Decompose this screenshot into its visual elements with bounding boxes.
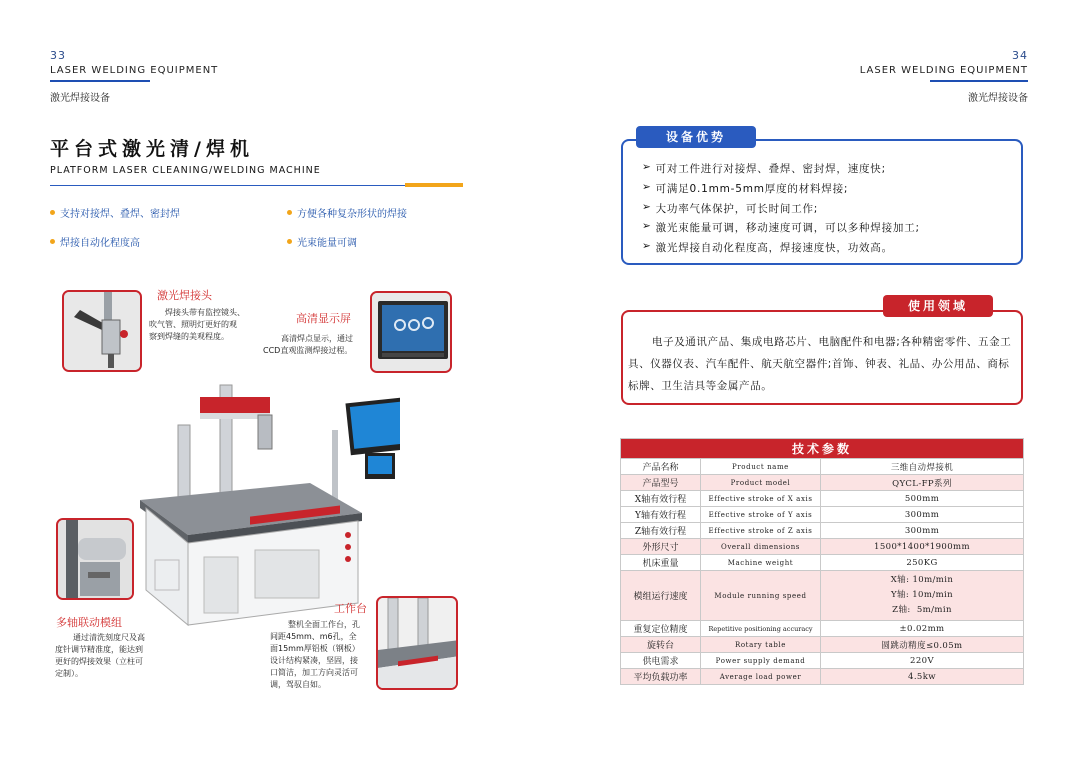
welding-head-image [64, 292, 142, 372]
callout-text-head: 焊接头带有监控镜头、 吹气管、照明灯更好的观 察到焊缝的美观程度。 [149, 308, 245, 341]
spec-table [620, 438, 1024, 685]
applications-tag: 使用领域 [883, 295, 993, 317]
table-row: 产品型号 Product model QYCL-FP系列 [621, 475, 1024, 491]
welding-head-photo [62, 290, 142, 372]
title-accent [405, 183, 463, 187]
feature-item: 光束能量可调 [287, 234, 357, 249]
header-cn-right: 激光焊接设备 [968, 93, 1028, 104]
callout-text-table: 整机全面工作台，孔 间距45mm、m6孔，全 面15mm厚铝板（钢板） 设计结构紧凑，坚固，接 口简洁，加工方向灵活可 调，驾驭自如。 [270, 620, 360, 689]
advantage-item: ➢ 大功率气体保护，可长时间工作; [642, 201, 819, 215]
table-row: 机床重量 Machine weight 250KG [621, 555, 1024, 571]
applications-text: 电子及通讯产品、集成电路芯片、电脑配件和电器;各种精密零件、五金工具、仪器仪表、汽车配件、航天航空器件;首饰、钟表、礼品、办公用品、商标标牌、卫生洁具等金属产品。 [628, 336, 1012, 392]
callout-title-table: 工作台 [334, 602, 367, 615]
product-title-cn: 平台式激光清/焊机 [50, 138, 254, 160]
callout-text-module: 通过清洗刻度尺及高 度针调节精准度，能达到 更好的焊接效果（立柱可 定制）。 [55, 633, 145, 678]
table-row: Y轴有效行程 Effective stroke of Y axis 300mm [621, 507, 1024, 523]
speed-values: X轴: 10m/min Y轴: 10m/min Z轴: 5m/min [821, 571, 1024, 621]
callout-title-module: 多轴联动模组 [56, 616, 122, 629]
bullet-dot-icon [50, 239, 55, 244]
spec-title: 技术参数 [621, 439, 1024, 459]
screen-photo [370, 291, 452, 373]
table-row: 外形尺寸 Overall dimensions 1500*1400*1900mm [621, 539, 1024, 555]
advantages-tag: 设备优势 [636, 126, 756, 148]
arrow-icon: ➢ [642, 161, 652, 173]
table-row: 旋转台 Rotary table 圆跳动精度≤0.05m [621, 637, 1024, 653]
table-row: X轴有效行程 Effective stroke of X axis 500mm [621, 491, 1024, 507]
advantage-item: ➢ 可对工件进行对接焊、叠焊、密封焊，速度快; [642, 161, 886, 175]
table-row: Z轴有效行程 Effective stroke of Z axis 300mm [621, 523, 1024, 539]
header-cn-left: 激光焊接设备 [50, 93, 110, 104]
header-en-left: LASER WELDING EQUIPMENT [50, 65, 219, 76]
bullet-dot-icon [287, 210, 292, 215]
workbench-image [378, 598, 458, 690]
feature-item: 方便各种复杂形状的焊接 [287, 205, 407, 220]
feature-item: 焊接自动化程度高 [50, 234, 140, 249]
page-number-left: 33 [50, 49, 66, 62]
page-number-right: 34 [1012, 49, 1028, 62]
feature-item: 支持对接焊、叠焊、密封焊 [50, 205, 180, 220]
advantage-item: ➢ 可满足0.1mm-5mm厚度的材料焊接; [642, 181, 849, 195]
header-line-right [930, 80, 1028, 82]
arrow-icon: ➢ [642, 201, 652, 213]
bullet-dot-icon [287, 239, 292, 244]
module-photo [56, 518, 134, 600]
workbench-photo [376, 596, 458, 690]
advantage-item: ➢ 激光束能量可调，移动速度可调，可以多种焊接加工; [642, 220, 920, 234]
header-en-right: LASER WELDING EQUIPMENT [859, 65, 1028, 76]
monitor-image [372, 293, 452, 373]
table-row: 产品名称 Product name 三维自动焊接机 [621, 459, 1024, 475]
arrow-icon: ➢ [642, 240, 652, 252]
title-underline [50, 185, 405, 186]
product-title-en: PLATFORM LASER CLEANING/WELDING MACHINE [50, 165, 321, 176]
bullet-dot-icon [50, 210, 55, 215]
module-image [58, 520, 134, 600]
arrow-icon: ➢ [642, 181, 652, 193]
advantage-item: ➢ 激光焊接自动化程度高，焊接速度快，功效高。 [642, 240, 893, 254]
header-line-left [50, 80, 150, 82]
callout-title-screen: 高清显示屏 [296, 312, 351, 325]
arrow-icon: ➢ [642, 220, 652, 232]
table-row: 模组运行速度 Module running speed X轴: 10m/min Y轴: 10m/min Z轴: 5m/min [621, 571, 1024, 621]
callout-text-screen: 高清焊点显示，通过 CCD直观监测焊接过程。 [263, 334, 353, 355]
table-row: 重复定位精度 Repetitive positioning accuracy ±0.02mm [621, 621, 1024, 637]
table-row: 供电需求 Power supply demand 220V [621, 653, 1024, 669]
spec-table-header [621, 439, 1024, 459]
machine-illustration [100, 375, 400, 635]
callout-title-head: 激光焊接头 [157, 289, 212, 302]
table-row: 平均负载功率 Average load power 4.5kw [621, 669, 1024, 685]
